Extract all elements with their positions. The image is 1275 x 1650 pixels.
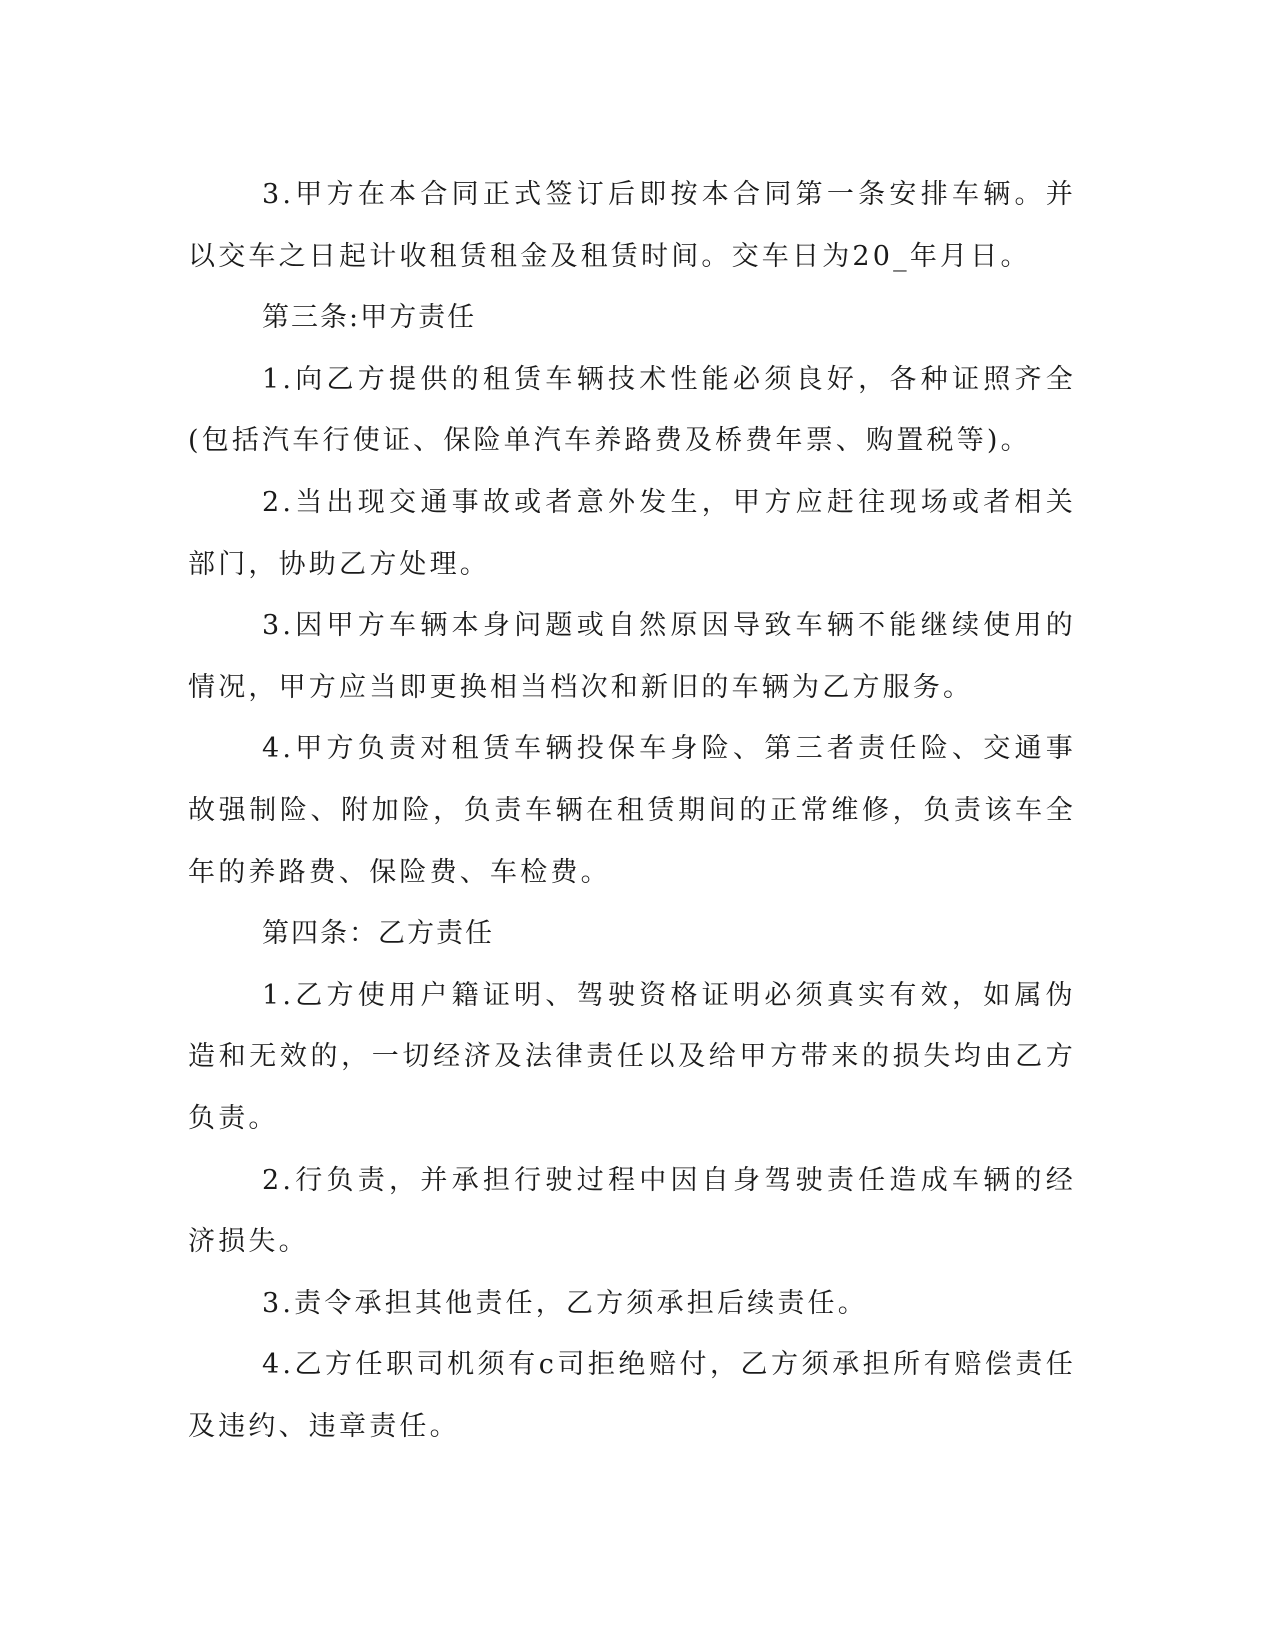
paragraph-party-b-duty-3: 3.责令承担其他责任，乙方须承担后续责任。 bbox=[262, 1287, 868, 1319]
paragraph-party-a-duty-3: 3.因甲方车辆本身问题或自然原因导致车辆不能继续使用的情况，甲方应当即更换相当档次和新旧的车辆为乙方服务。 bbox=[188, 610, 1076, 703]
paragraph-party-a-duty-1: 1.向乙方提供的租赁车辆技术性能必须良好，各种证照齐全(包括汽车行使证、保险单汽车养路费及桥费年票、购置税等)。 bbox=[188, 363, 1076, 457]
paragraph-party-b-duty-1: 1.乙方使用户籍证明、驾驶资格证明必须真实有效，如属伪造和无效的，一切经济及法律责任以及给甲方带来的损失均由乙方负责。 bbox=[188, 979, 1076, 1134]
document-body bbox=[188, 164, 1076, 1457]
paragraph-party-a-duty-4: 4.甲方负责对租赁车辆投保车身险、第三者责任险、交通事故强制险、附加险，负责车辆在租赁期间的正常维修，负责该车全年的养路费、保险费、车检费。 bbox=[188, 733, 1076, 888]
paragraph-party-b-duty-4: 4.乙方任职司机须有c司拒绝赔付，乙方须承担所有赔偿责任及违约、违章责任。 bbox=[188, 1349, 1076, 1442]
paragraph-vehicle-delivery: 3.甲方在本合同正式签订后即按本合同第一条安排车辆。并以交车之日起计收租赁租金及租赁时间。交车日为20_年月日。 bbox=[188, 179, 1076, 272]
paragraph-party-b-duty-2: 2.行负责，并承担行驶过程中因自身驾驶责任造成车辆的经济损失。 bbox=[188, 1164, 1076, 1258]
paragraph-party-a-duty-2: 2.当出现交通事故或者意外发生，甲方应赶往现场或者相关部门，协助乙方处理。 bbox=[188, 486, 1076, 580]
section-heading-party-b: 第四条：乙方责任 bbox=[262, 918, 494, 950]
section-heading-party-a: 第三条:甲方责任 bbox=[262, 302, 477, 334]
